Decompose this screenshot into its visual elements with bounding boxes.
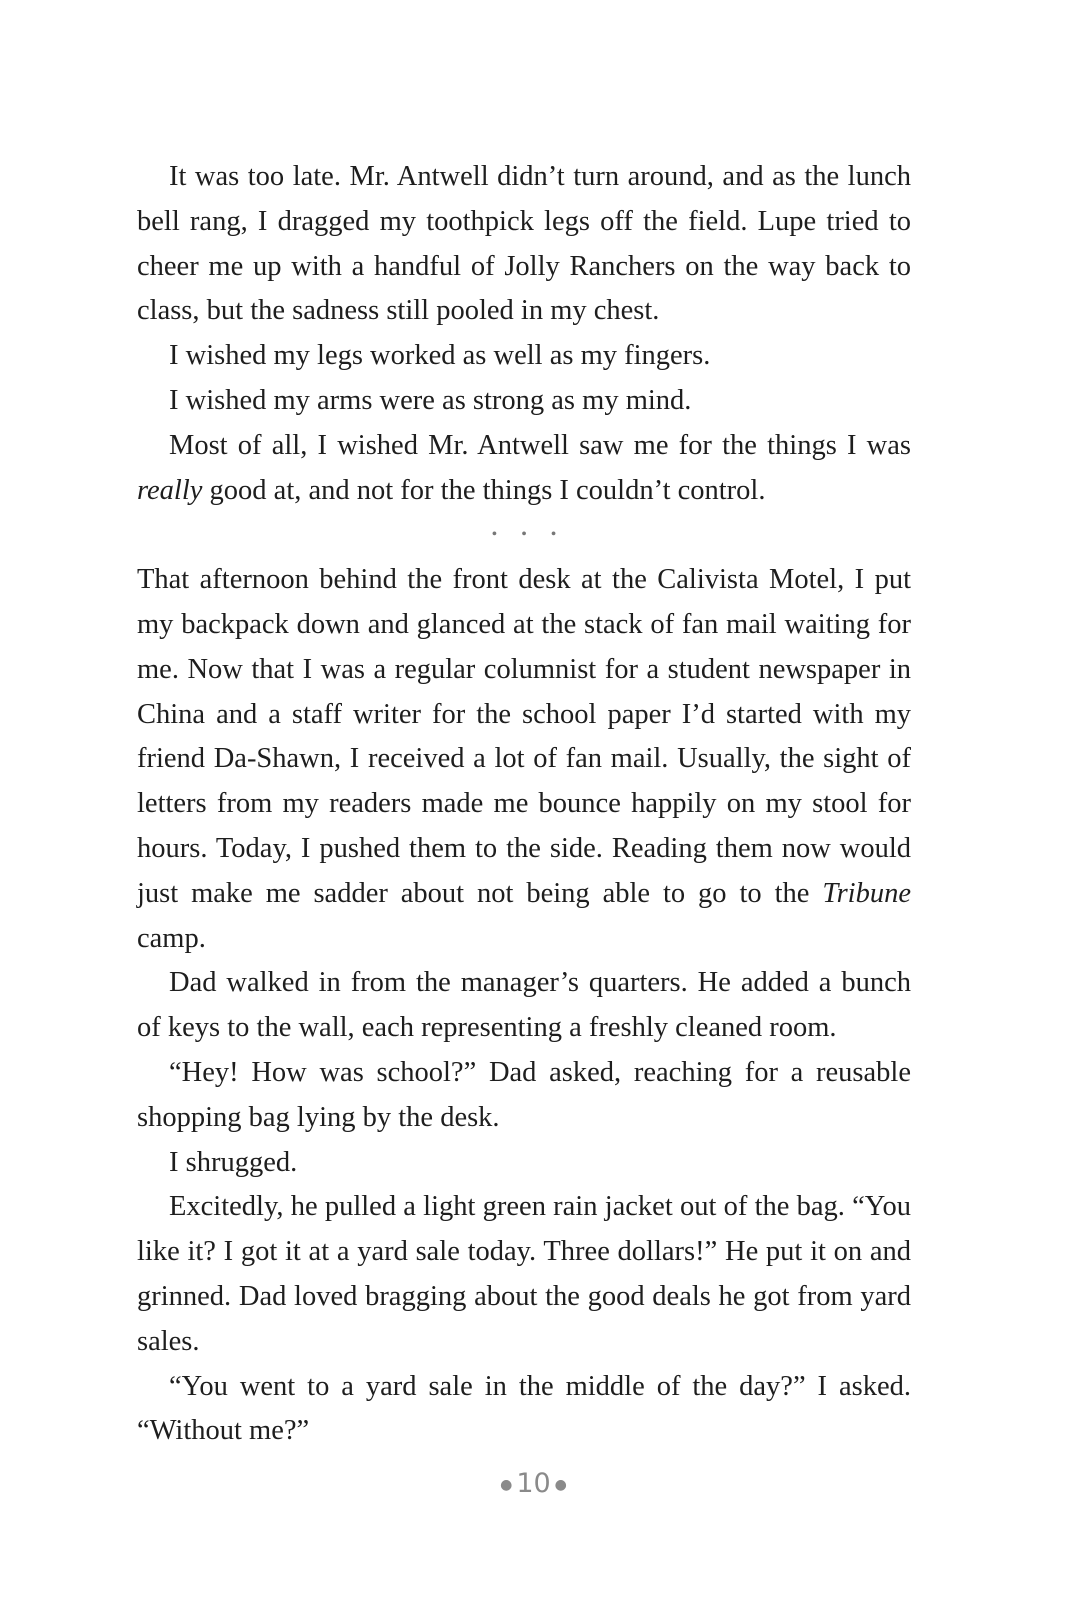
paragraph: “Hey! How was school?” Dad asked, reaching for a reusable shopping bag lying by the desk. — [137, 1056, 911, 1133]
folio-dot-icon: ● — [554, 1476, 567, 1493]
paragraph: That afternoon behind the front desk at the Calivista Motel, I put my backpack down and glanced at the stack of fan mail waiting for me. Now that I was a regular columnist for a student newspaper in China and a staff writer for the school paper I’d started with my friend Da-Shawn, I received a lot of fan mail. Usually, the sight of letters from my readers made me bounce happily on my stool for hours. Today, I pushed them to the side. Reading them now would just make me sadder about not being able to go to the Tribune camp. — [137, 564, 911, 954]
body-text — [137, 155, 911, 1454]
paragraph: It was too late. Mr. Antwell didn’t turn around, and as the lunch bell rang, I dragged my toothpick legs off the field. Lupe tried to cheer me up with a handful of Jolly Ranchers on the way back to class, but the sadness still pooled in my chest. — [137, 161, 911, 327]
paragraph: I wished my arms were as strong as my mind. — [169, 384, 692, 416]
paragraph: I wished my legs worked as well as my fingers. — [169, 340, 711, 372]
paragraph: “You went to a yard sale in the middle of the day?” I asked. “Without me?” — [137, 1370, 911, 1447]
section-break: • • • — [491, 526, 567, 544]
folio-dot-icon: ● — [500, 1476, 513, 1493]
paragraph: Excitedly, he pulled a light green rain jacket out of the bag. “You like it? I got it at a yard sale today. Three dollars!” He put it on and grinned. Dad loved bragging about the good deals he got from yard sales. — [137, 1191, 911, 1357]
paragraph: Dad walked in from the manager’s quarters. He added a bunch of keys to the wall, each representing a freshly cleaned room. — [137, 967, 911, 1044]
paragraph: Most of all, I wished Mr. Antwell saw me for the things I was really good at, and not for the things I couldn’t control. — [137, 429, 911, 506]
paragraph: I shrugged. — [169, 1146, 298, 1178]
emphasis-text: Tribune — [822, 877, 911, 909]
page-number: ● 10 ● — [0, 1466, 1067, 1503]
emphasis-text: really — [137, 474, 203, 506]
